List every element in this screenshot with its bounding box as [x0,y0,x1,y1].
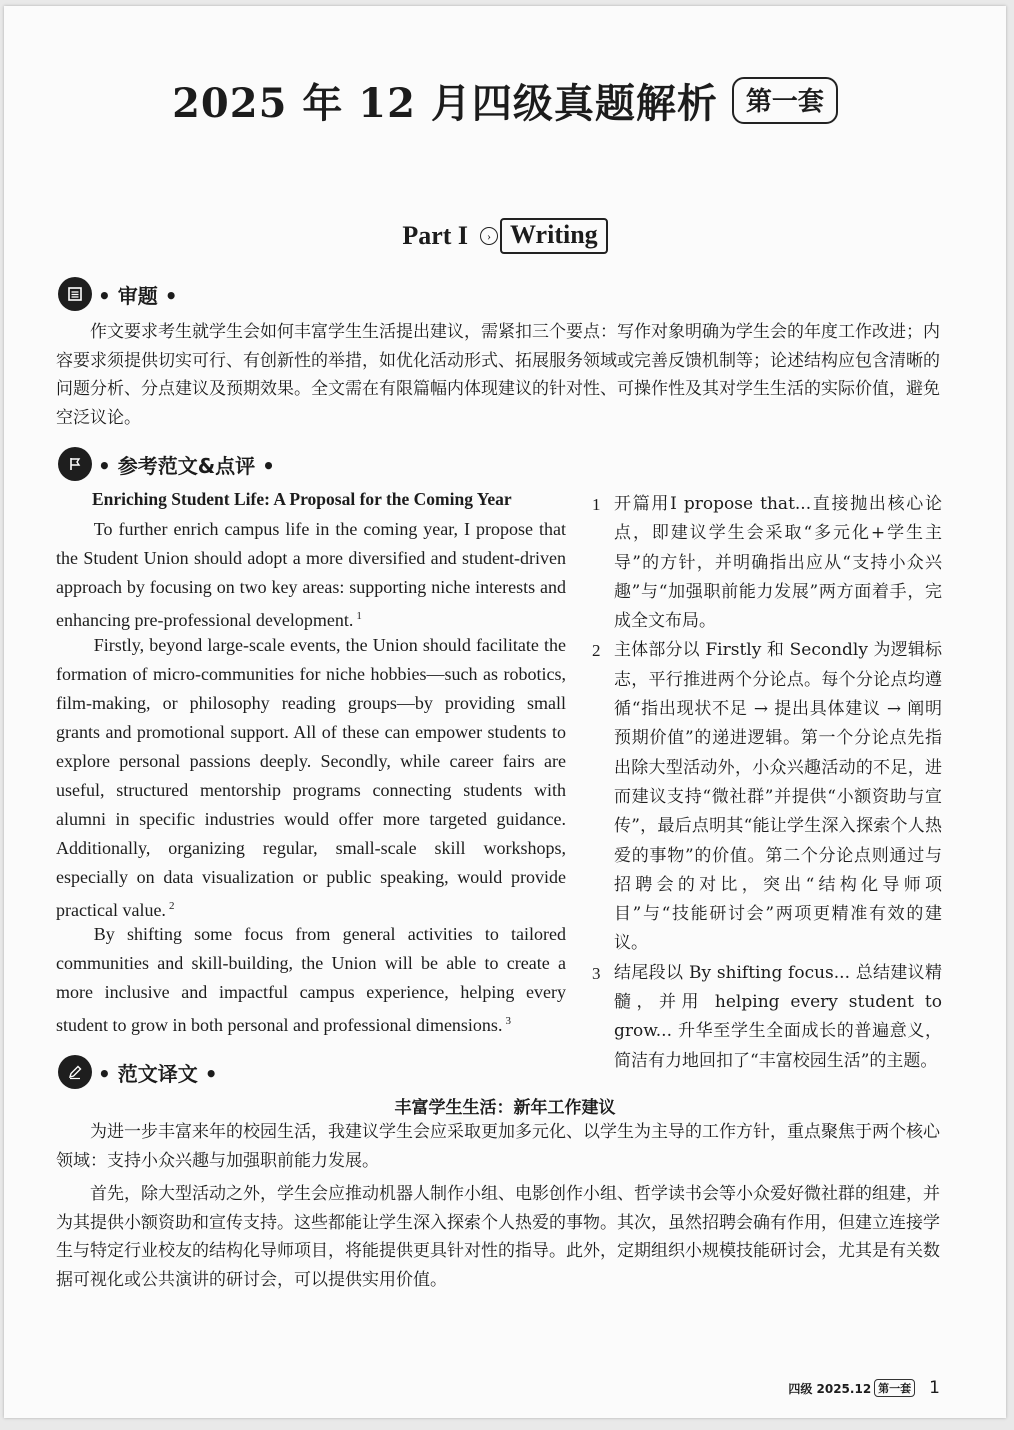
essay-paragraph-text: To further enrich campus life in the coming year, I propose that the Student Union should adopt a more diversified and student-driven approach by focusing on two key areas: supporting niche interests and enhancing pre-professional development. [56,519,566,630]
translation-paragraph: 为进一步丰富来年的校园生活，我建议学生会应采取更加多元化、以学生为主导的工作方针，重点聚焦于两个核心领域：支持小众兴趣与加强职前能力发展。 [56,1122,940,1171]
note-number: 2 [592,641,601,661]
chevron-right-icon: › [480,227,498,245]
set-badge: 第一套 [732,77,838,124]
note-text: 主体部分以 Firstly 和 Secondly 为逻辑标志，平行推进两个分论点。每个分论点均遵循“指出现状不足 → 提出具体建议 → 阐明预期价值”的递进逻辑。第一个分论点先指出除大型活动外，小众兴趣活动的不足，进而建议支持“微社群”并提供“小额资助与宣传”，最后点明其“能让学生深入探索个人热爱的事物”的价值。第二个分论点则通过与招聘会的对比，突出“结构化导师项目”与“技能研讨会”两项更精准有效的建议。 [614,640,942,954]
analysis-heading-label: • 审题 • [98,283,178,308]
part-name: Writing [500,218,608,254]
essay-paragraph-text: Firstly, beyond large-scale events, the Union should facilitate the formation of micro-communities for niche hobbies—such as robotics, film-making, or philosophy reading groups—by providing small grants and promotional support. All of these can empower students to explore personal passions deeply. Secondly, while career fairs are useful, structured mentorship programs connecting students with alumni in specific industries would offer more targeted guidance. Additionally, organizing regular, small-scale skill workshops, especially on data visualization or public speaking, would provide practical value. [56,635,566,920]
essay-paragraph [56,631,566,925]
commentary-note [592,490,942,636]
page-footer [788,1378,940,1398]
commentary-note [592,636,942,958]
note-number: 3 [592,963,601,983]
document-page [4,6,1006,1418]
sample-heading-label: • 参考范文&点评 • [98,453,275,478]
footer-set-badge: 第一套 [874,1379,915,1397]
note-marker: 3 [505,1015,511,1027]
essay-title: Enriching Student Life: A Proposal for the Coming Year [92,489,512,509]
essay-paragraph [56,920,566,1040]
translation-heading [58,1055,218,1089]
translation-heading-label: • 范文译文 • [98,1061,218,1086]
analysis-heading [58,277,178,311]
part-label: Part I [402,221,469,250]
flag-icon [58,447,92,481]
note-number: 1 [592,495,601,514]
sample-heading [58,447,275,481]
note-text: 开篇用I propose that...直接抛出核心论点，即建议学生会采取“多元化+学生主导”的方针，并明确指出应从“支持小众兴趣”与“加强职前能力发展”两方面着手，完成全文布局。 [614,494,942,632]
translation-paragraph: 首先，除大型活动之外，学生会应推动机器人制作小组、电影创作小组、哲学读书会等小众爱好微社群的组建，并为其提供小额资助和宣传支持。这些都能让学生深入探索个人热爱的事物。其次，虽然招聘会确有作用，但建立连接学生与特定行业校友的结构化导师项目，将能提供更具针对性的指导。此外，定期组织小规模技能研讨会，尤其是有关数据可视化或公共演讲的研讨会，可以提供实用价值。 [56,1184,940,1290]
note-marker: 2 [168,900,175,912]
footer-text: 四级 2025.12 [788,1381,872,1396]
commentary-note [592,959,942,1076]
title-text: 2025 年 12 月四级真题解析 [172,80,718,127]
part-heading [4,218,1006,254]
page-number: 1 [929,1378,940,1398]
note-text: 结尾段以 By shifting focus... 总结建议精髓，并用 helping every student to grow... 升华至学生全面成长的普遍意义，简洁有力地回扣了“丰富校园生活”的主题。 [614,962,942,1071]
page-title [4,72,1006,129]
essay-paragraph [56,515,566,635]
commentary-notes [592,490,942,1076]
document-icon [58,277,92,311]
analysis-text: 作文要求考生就学生会如何丰富学生生活提出建议，需紧扣三个要点：写作对象明确为学生会的年度工作改进；内容要求须提供切实可行、有创新性的举措，如优化活动形式、拓展服务领域或完善反馈机制等；论述结构应包含清晰的问题分析、分点建议及预期效果。全文需在有限篇幅内体现建议的针对性、可操作性及其对学生生活的实际价值，避免空泛议论。 [56,322,940,428]
pen-icon [58,1055,92,1089]
essay-paragraph-text: By shifting some focus from general activities to tailored communities and skill-building, the Union will be able to create a more inclusive and impactful campus experience, helping every student to grow in both personal and professional dimensions. [56,924,566,1035]
translation-title: 丰富学生生活：新年工作建议 [394,1098,616,1118]
note-marker: 1 [356,610,362,622]
